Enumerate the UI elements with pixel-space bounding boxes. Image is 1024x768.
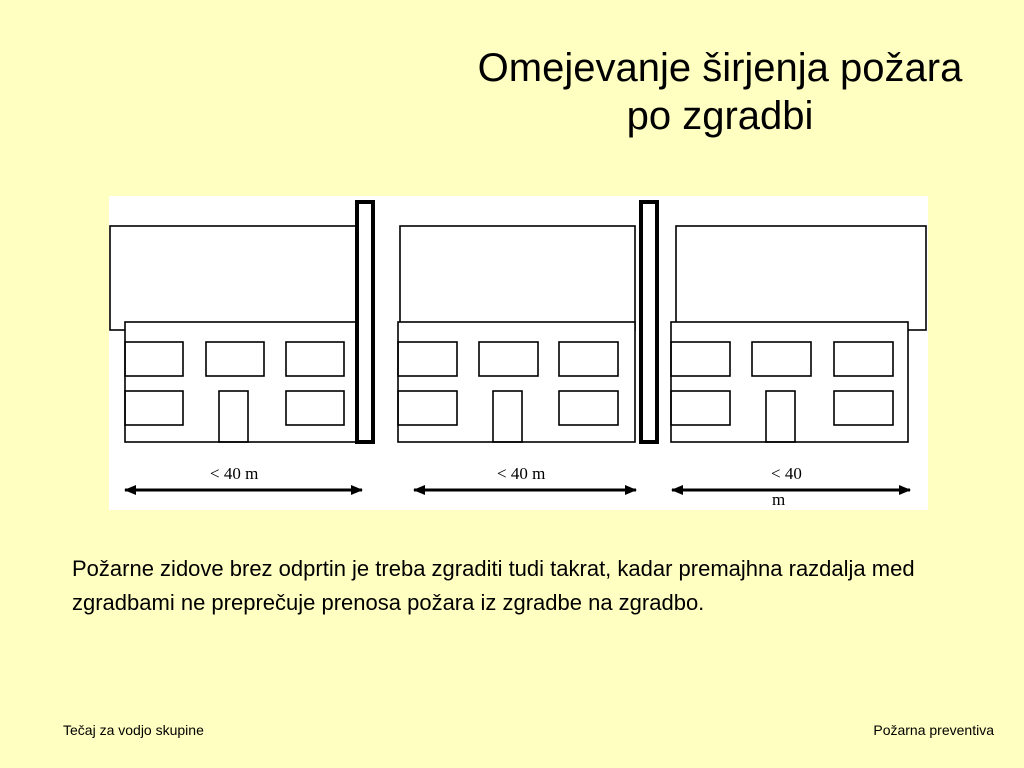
footer-course-name: Tečaj za vodjo skupine — [63, 722, 204, 738]
dimension-label-3-unit: m — [772, 490, 786, 509]
building-1-roof — [110, 226, 356, 330]
body-text: Požarne zidove brez odprtin je treba zgraditi tudi takrat, kadar premajhna razdalja med zgradbami ne preprečuje prenosa požara iz zgradbe na zgradbo. — [72, 556, 915, 615]
dimension-label-1: < 40 m — [210, 464, 259, 483]
building-1 — [110, 226, 359, 442]
building-3 — [671, 226, 926, 442]
slide-title — [380, 44, 1024, 140]
slide-title-line-2: po zgradbi — [626, 94, 814, 138]
building-2 — [398, 226, 635, 442]
fire-wall-2 — [641, 202, 657, 442]
building-3-roof — [676, 226, 926, 330]
building-2-facade — [398, 322, 635, 442]
dimension-label-3: < 40 — [771, 464, 802, 483]
firewall-diagram — [109, 196, 928, 510]
dimension-label-2: < 40 m — [497, 464, 546, 483]
slide-title-line-1: Omejevanje širjenja požara — [477, 46, 963, 90]
building-2-roof — [400, 226, 635, 330]
fire-wall-1 — [357, 202, 373, 442]
building-3-facade — [671, 322, 908, 442]
building-1-facade — [125, 322, 359, 442]
footer-topic: Požarna preventiva — [873, 722, 994, 738]
